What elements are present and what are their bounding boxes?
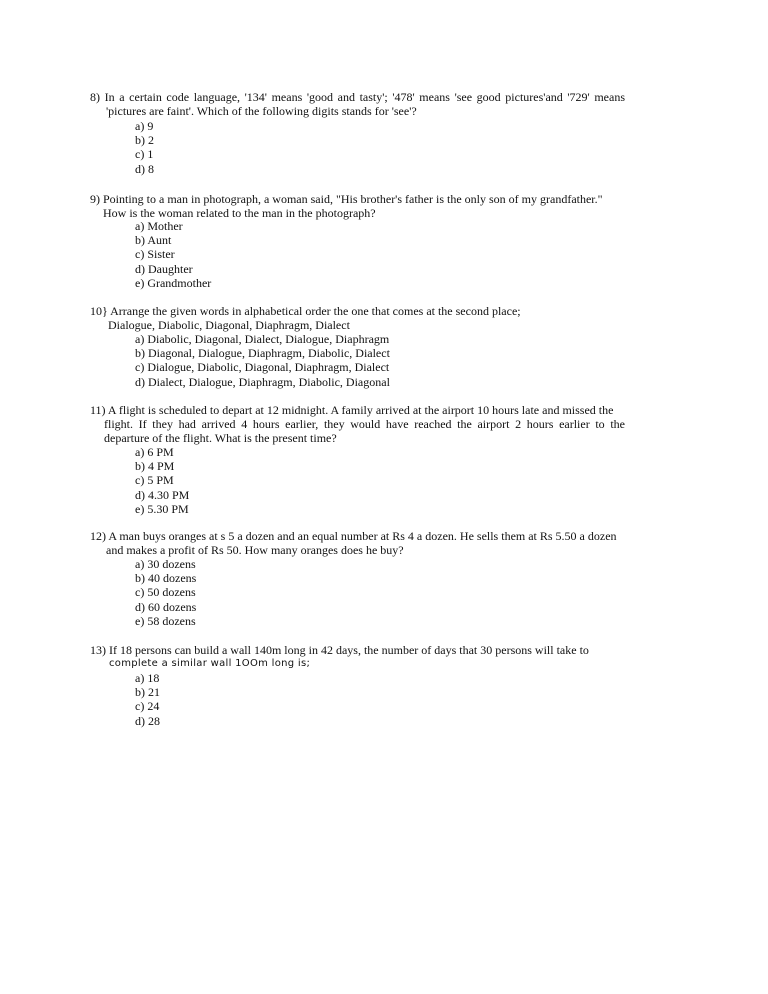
question-10-stem xyxy=(90,304,625,332)
option: b) 4 PM xyxy=(135,459,175,474)
stem-line: and makes a profit of Rs 50. How many oranges does he buy? xyxy=(106,543,404,557)
option: b) 21 xyxy=(135,685,160,700)
stem-line: 9) Pointing to a man in photograph, a woman said, "His brother's father is the only son of my grandfather." xyxy=(90,192,603,206)
question-11-stem xyxy=(90,403,625,445)
question-9-options xyxy=(135,219,211,290)
question-10-options xyxy=(135,332,390,389)
question-12-stem xyxy=(90,529,625,557)
option: a) 30 dozens xyxy=(135,557,196,571)
stem-line: 8) In a certain code language, '134' means 'good and tasty'; '478' means 'see good pictures'and '729' means xyxy=(90,90,625,104)
question-13-stem xyxy=(90,643,625,671)
option: d) 60 dozens xyxy=(135,599,197,614)
option: b) 2 xyxy=(135,133,154,148)
stem-line: Dialogue, Diabolic, Diagonal, Diaphragm, Dialect xyxy=(108,318,350,332)
question-12-options xyxy=(135,557,196,628)
option: b) 40 dozens xyxy=(135,571,197,586)
option: c) 1 xyxy=(135,147,154,162)
stem-line: flight. If they had arrived 4 hours earlier, they would have reached the airport 2 hours earlier to the xyxy=(104,417,625,431)
option: a) 9 xyxy=(135,119,154,133)
question-8-stem xyxy=(90,90,625,118)
option: a) 6 PM xyxy=(135,445,174,459)
stem-line: 12) A man buys oranges at s 5 a dozen and an equal number at Rs 4 a dozen. He sells them at Rs 5.50 a dozen xyxy=(90,529,617,543)
question-8-options xyxy=(135,119,154,176)
option: c) 24 xyxy=(135,699,160,714)
option: d) Dialect, Dialogue, Diaphragm, Diabolic, Diagonal xyxy=(135,374,390,389)
question-9-stem xyxy=(90,192,625,220)
stem-line: departure of the flight. What is the present time? xyxy=(104,431,337,445)
option: d) 8 xyxy=(135,161,154,176)
option: b) Diagonal, Dialogue, Diaphragm, Diabolic, Dialect xyxy=(135,346,390,361)
question-13-options xyxy=(135,671,160,728)
stem-line: How is the woman related to the man in the photograph? xyxy=(103,206,376,220)
option: c) 5 PM xyxy=(135,473,174,488)
stem-line: 11) A flight is scheduled to depart at 12 midnight. A family arrived at the airport 10 hours late and missed the xyxy=(90,403,614,417)
option: c) Dialogue, Diabolic, Diagonal, Diaphragm, Dialect xyxy=(135,360,390,375)
option: b) Aunt xyxy=(135,233,172,248)
option: a) Mother xyxy=(135,219,183,233)
option: d) Daughter xyxy=(135,261,193,276)
option: d) 4.30 PM xyxy=(135,487,190,502)
option: d) 28 xyxy=(135,713,160,728)
question-11-options xyxy=(135,445,189,516)
option: a) Diabolic, Diagonal, Dialect, Dialogue, Diaphragm xyxy=(135,332,390,346)
stem-line: complete a similar wall 1OOm long is; xyxy=(109,658,311,669)
option: c) Sister xyxy=(135,247,175,262)
option: c) 50 dozens xyxy=(135,585,196,600)
option: e) 58 dozens xyxy=(135,613,196,628)
stem-line: 'pictures are faint'. Which of the following digits stands for 'see'? xyxy=(106,104,417,118)
option: e) Grandmother xyxy=(135,275,212,290)
option: a) 18 xyxy=(135,671,160,685)
option: e) 5.30 PM xyxy=(135,501,189,516)
stem-line: 10} Arrange the given words in alphabetical order the one that comes at the second place; xyxy=(90,304,521,318)
stem-line: 13) If 18 persons can build a wall 140m long in 42 days, the number of days that 30 persons will take to xyxy=(90,643,589,657)
